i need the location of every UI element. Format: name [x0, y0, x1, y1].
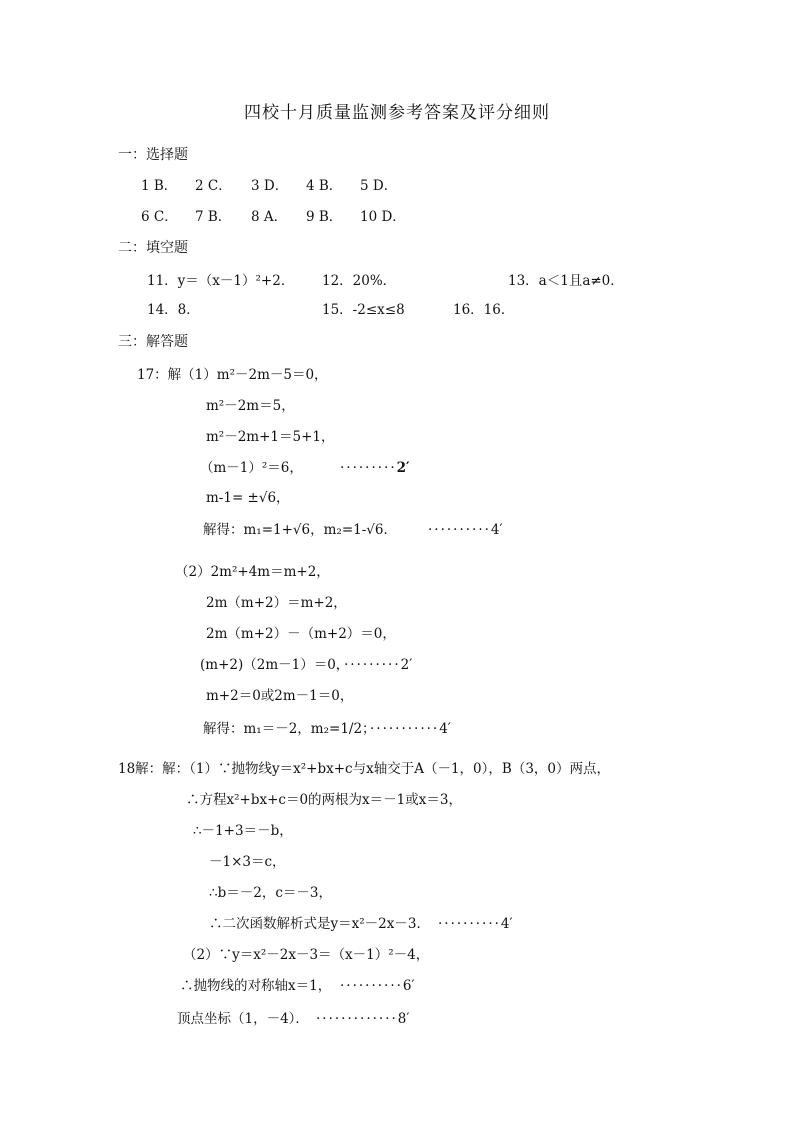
q17-score-line-4 [340, 459, 410, 477]
section-heading-solution: 三：解答题 [118, 334, 188, 350]
q17-line-4: （m－1）²＝6， [200, 460, 303, 476]
q17-line-9: 2m（m+2）－（m+2）＝0， [206, 626, 396, 642]
fill-answer-13: 13．a＜1且a≠0． [508, 273, 624, 289]
q17-score-line-12 [370, 720, 451, 738]
q18-line-8: ∴抛物线的对称轴x＝1， [180, 978, 332, 994]
score-mark: 2′ [400, 657, 413, 673]
q17-line-6: 解得：m₁=1+√6，m₂=1-√6． [203, 522, 397, 538]
q18-line-3: ∴－1+3＝－b， [193, 823, 293, 839]
leader-dots: ········· [344, 657, 401, 673]
leader-dots: ············· [316, 1011, 398, 1027]
score-mark: 6′ [402, 978, 415, 994]
q17-line-2: m²－2m＝5， [206, 398, 295, 414]
choice-answer-3: 3 D． [251, 178, 289, 194]
fill-answer-14: 14．8． [147, 302, 200, 318]
choice-answer-8: 8 A． [251, 209, 288, 225]
q17-line-11: m+2＝0或2m－1＝0， [206, 688, 354, 704]
q18-line-6: ∴二次函数解析式是y＝x²－2x－3． [209, 916, 430, 932]
leader-dots: ········· [340, 460, 397, 476]
q17-line-10: (m+2)（2m－1）＝0， [200, 657, 350, 673]
fill-answer-15: 15．-2≤x≤8 [322, 302, 405, 318]
choice-answer-9: 9 B． [306, 209, 343, 225]
score-mark: 8′ [397, 1011, 410, 1027]
choice-answer-6: 6 C． [141, 209, 178, 225]
q18-line-5: ∴b＝－2，c＝－3， [209, 885, 332, 901]
score-mark: 4′ [500, 916, 513, 932]
q18-score-line-6 [438, 915, 513, 933]
leader-dots: ·········· [340, 978, 403, 994]
section-heading-choice: 一：选择题 [118, 147, 188, 163]
q17-line-8: 2m（m+2）＝m+2， [206, 595, 347, 611]
q17-line-1: 17：解（1）m²－2m－5＝0， [137, 367, 328, 383]
q18-line-7: （2）∵y＝x²－2x－3＝（x－1）²－4， [183, 947, 430, 963]
score-mark: 4′ [490, 522, 503, 538]
leader-dots: ··········· [370, 721, 440, 737]
q18-score-line-8 [340, 977, 415, 995]
q18-score-line-9 [316, 1010, 409, 1028]
choice-answer-7: 7 B． [195, 209, 232, 225]
q18-line-2: ∴方程x²+bx+c＝0的两根为x＝－1或x＝3， [186, 792, 462, 808]
leader-dots: ·········· [438, 916, 501, 932]
choice-answer-1: 1 B． [141, 178, 178, 194]
leader-dots: ·········· [428, 522, 491, 538]
choice-answer-2: 2 C． [195, 178, 232, 194]
q18-line-9: 顶点坐标（1，－4）． [177, 1011, 309, 1027]
fill-answer-16: 16．16． [453, 302, 515, 318]
q17-line-5: m-1= ±√6， [206, 490, 290, 506]
score-mark: 2′ [396, 460, 410, 476]
q17-line-12: 解得：m₁＝－2，m₂=1/2； [203, 721, 376, 737]
q17-score-line-10 [344, 656, 412, 674]
section-heading-fill: 二：填空题 [118, 240, 188, 256]
choice-answer-4: 4 B． [306, 178, 343, 194]
q17-line-3: m²－2m+1＝5+1， [206, 429, 335, 445]
score-mark: 4′ [439, 721, 451, 737]
page-title: 四校十月质量监测参考答案及评分细则 [244, 103, 550, 123]
fill-answer-11: 11．y＝（x－1）²+2． [147, 273, 295, 289]
q18-line-4: －1×3＝c， [209, 854, 286, 870]
fill-answer-12: 12．20%． [322, 273, 397, 289]
choice-answer-10: 10 D． [360, 209, 406, 225]
choice-answer-5: 5 D． [360, 178, 398, 194]
q17-score-line-6 [428, 521, 503, 539]
q17-line-7: （2）2m²+4m＝m+2， [175, 564, 330, 580]
q18-line-1: 18解：解：（1）∵抛物线y＝x²+bx+c与x轴交于A（－1，0），B（3，0）两点， [118, 761, 610, 777]
